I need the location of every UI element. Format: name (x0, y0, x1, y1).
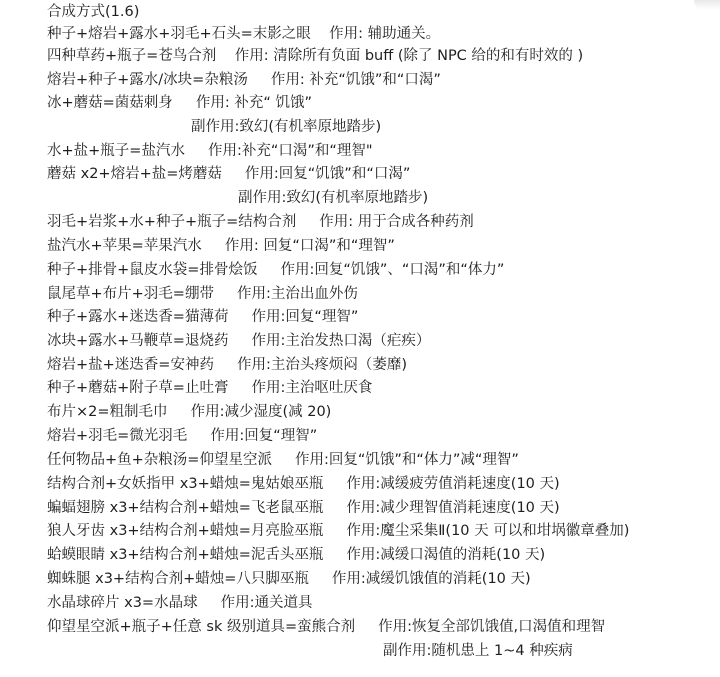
recipe-line: 结构合剂+女妖指甲 x3+蜡烛=鬼姑娘巫瓶 作用:减缓疲劳值消耗速度(10 天) (47, 476, 560, 492)
recipe-line: 仰望星空派+瓶子+任意 sk 级别道具=蛮熊合剂 作用:恢复全部饥饿值,口渴值和理智 (47, 619, 606, 635)
corner-shadow (694, 0, 720, 10)
recipe-line: 种子+露水+迷迭香=猫薄荷 作用:回复“理智” (47, 309, 359, 325)
recipe-line: 蝙蝠翅膀 x3+结构合剂+蜡烛=飞老鼠巫瓶 作用:减少理智值消耗速度(10 天) (47, 500, 560, 516)
recipe-line: 种子+排骨+鼠皮水袋=排骨烩饭 作用:回复“饥饿”、“口渴”和“体力” (47, 262, 505, 278)
recipe-line: 副作用:致幻(有机率原地踏步) (191, 119, 382, 135)
recipe-line: 水晶球碎片 x3=水晶球 作用:通关道具 (47, 595, 313, 611)
recipe-line: 蛤蟆眼睛 x3+结构合剂+蜡烛=泥舌头巫瓶 作用:减缓口渴值的消耗(10 天) (47, 547, 546, 563)
recipe-line: 鼠尾草+布片+羽毛=绷带 作用:主治出血外伤 (47, 286, 358, 302)
recipe-line: 熔岩+羽毛=微光羽毛 作用:回复“理智” (47, 428, 318, 444)
recipe-line: 蜘蛛腿 x3+结构合剂+蜡烛=八只脚巫瓶 作用:减缓饥饿值的消耗(10 天) (47, 571, 531, 587)
document-title: 合成方式(1.6) (47, 4, 140, 20)
recipe-line: 蘑菇 x2+熔岩+盐=烤蘑菇 作用:回复“饥饿”和“口渴” (47, 166, 411, 182)
recipe-line: 四种草药+瓶子=苍鸟合剂 作用: 清除所有负面 buff (除了 NPC 给的和有时效的 ) (47, 48, 584, 64)
recipe-line: 熔岩+盐+迷迭香=安神药 作用:主治头疼烦闷（萎靡) (47, 357, 408, 373)
recipe-line: 种子+蘑菇+附子草=止吐膏 作用:主治呕吐厌食 (47, 380, 373, 396)
recipe-line: 盐汽水+苹果=苹果汽水 作用: 回复“口渴”和“理智” (47, 238, 395, 254)
recipe-line: 熔岩+种子+露水/冰块=杂粮汤 作用: 补充“饥饿”和“口渴” (47, 72, 441, 88)
recipe-line: 羽毛+岩浆+水+种子+瓶子=结构合剂 作用: 用于合成各种药剂 (47, 214, 474, 230)
recipe-line: 冰块+露水+马鞭草=退烧药 作用:主治发热口渴（疟疾） (47, 333, 431, 349)
recipe-line: 水+盐+瓶子=盐汽水 作用:补充“口渴”和“理智" (47, 143, 373, 159)
recipe-line: 副作用:随机患上 1~4 种疾病 (383, 643, 573, 659)
recipe-line: 布片×2=粗制毛巾 作用:减少湿度(减 20) (47, 404, 332, 420)
recipe-line: 副作用:致幻(有机率原地踏步) (238, 190, 429, 206)
recipe-line: 冰+蘑菇=菌菇刺身 作用: 补充“ 饥饿” (47, 95, 312, 111)
recipe-line: 任何物品+鱼+杂粮汤=仰望星空派 作用:回复“饥饿”和“体力”减“理智” (47, 452, 519, 468)
recipe-line: 狼人牙齿 x3+结构合剂+蜡烛=月亮脸巫瓶 作用:魔尘采集Ⅱ(10 天 可以和坩埚徽章叠加) (47, 523, 630, 539)
recipe-line: 种子+熔岩+露水+羽毛+石头=末影之眼 作用: 辅助通关。 (47, 26, 441, 42)
